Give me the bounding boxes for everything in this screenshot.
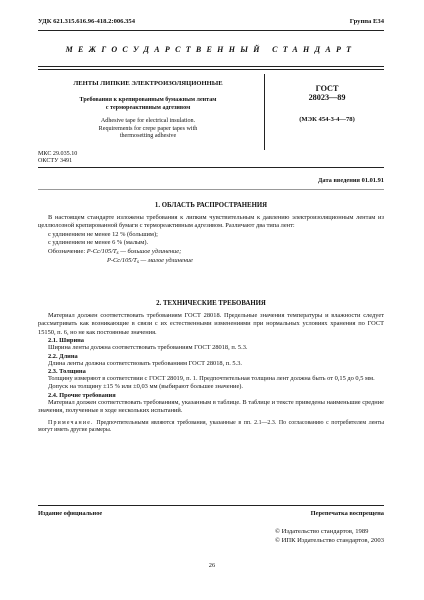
date-rule [38,189,384,190]
designation-2-text: — малое удлинение [138,257,193,265]
page-number: 26 [208,562,216,569]
gost-id [270,84,384,102]
english-title-line-1: Adhesive tape for electrical insulation. [100,118,196,124]
udk-code: УДК 621.315.616.96-418.2:006.354 [38,18,136,25]
gost-label: ГОСТ [315,84,339,93]
subtitle-line-1: Требования к крепированным бумажным лентам [79,97,217,103]
designation-line-2 [38,257,384,266]
banner-rule [38,66,384,70]
designation-1-sub: s [116,249,119,256]
section-1-item-1: с удлинением не менее 12 % (большим); [48,230,158,238]
subsection-2-4-title: 2.4. Прочие требования [48,391,116,399]
english-title-line-3: thermosetting adhesive [119,133,177,140]
iec-reference: (МЭК 454-3-4—78) [299,116,355,123]
section-2 [38,300,384,435]
intro-date-label: Дата введения [318,177,361,184]
designation-2-sub: s [136,259,139,266]
note-text: Предпочтительными являются требования, указанные в пп. 2.1—2.3. По согласованию с потребителем ленты могут иметь другие размеры. [38,419,384,434]
designation-label: Обозначение: [48,247,86,255]
subsection-2-1-text: Ширина ленты должна соответствовать требованиям ГОСТ 28018, п. 5.3. [48,344,248,352]
section-1-item-2: с удлинением не менее 6 % (малым). [48,239,149,247]
section-1-para: В настоящем стандарте изложены требования к липким чувствительным к давлению электроизоляционным лентам из целлюлозной крепированной бумаги с термореактивным адгезивом. Различают два типа лент: [38,214,384,230]
section-1 [38,202,384,266]
designation-1-text: — большое удлинение; [118,247,182,255]
group-code: Группа Е34 [349,18,384,25]
subtitle-line-2: с термореактивным адгезивом [105,104,191,111]
designation-2-code: P-Cc/105/T [107,257,137,265]
subsection-2-3-title: 2.3. Толщина [48,368,86,376]
copyright-block [275,527,384,545]
okstu-code: ОКСТУ 3491 [38,158,73,165]
official-edition: Издание официальное [38,510,103,517]
doc-subtitle [38,97,258,112]
subsection-2-2-title: 2.2. Длина [48,352,78,360]
subsection-2-3-text: Толщину измеряют в соответствии с ГОСТ 28019, п. 1. Предпочтительная толщина лент должна быть от 0,15 до 0,5 мм. [48,375,375,383]
classifiers [38,151,77,166]
section-2-para: Материал должен соответствовать требованиям ГОСТ 28018. Предельные значения температуры и влажности следует рассматривать как возникающие в связи с их естественными изменениями при нормальных условиях хранения по ГОСТ 15150, п. 6, но не как постоянные значения. [38,312,384,336]
footer-rule [38,505,384,506]
english-title [38,118,258,141]
doc-title: ЛЕНТЫ ЛИПКИЕ ЭЛЕКТРОИЗОЛЯЦИОННЫЕ [73,80,223,87]
english-title-line-2: Requirements for crepe paper tapes with [98,125,198,132]
subsection-2-2-text: Длина ленты должна соответствовать требованиям ГОСТ 28018, п. 5.3. [48,359,243,367]
classifier-rule [38,167,384,168]
header-rule [38,30,384,31]
standard-banner: МЕЖГОСУДАРСТВЕННЫЙ СТАНДАРТ [65,45,357,54]
intro-date-value: 01.01.91 [361,177,384,184]
subsection-2-1-title: 2.1. Ширина [48,337,84,345]
copyright-1989: © Издательство стандартов, 1989 [274,528,369,535]
copyright-2003: © ИПК Издательство стандартов, 2003 [274,537,384,545]
note-lead: Примечание. [48,419,94,426]
gost-number: 28023—89 [308,93,346,102]
title-divider [264,74,265,150]
intro-date [318,177,384,184]
subsection-2-3-tolerance: Допуск на толщину ±15 % или ±0,03 мм (выбирают большее значение). [48,383,244,391]
title-block [38,80,384,160]
designation-1-code: P-Cc/105/T [86,247,117,255]
reprint-notice: Перепечатка воспрещена [310,510,384,517]
section-1-title: 1. ОБЛАСТЬ РАСПРОСТРАНЕНИЯ [154,202,268,209]
mks-code: МКС 29.035.10 [38,151,78,157]
subsection-2-4-text: Материал должен соответствовать требованиям, указанным в таблице. В таблице и тексте приведены наименьшие средние значения, полученные в ходе нескольких испытаний. [38,398,384,415]
note [38,420,384,435]
designation-line-1 [38,248,384,257]
section-2-title: 2. ТЕХНИЧЕСКИЕ ТРЕБОВАНИЯ [156,300,266,307]
